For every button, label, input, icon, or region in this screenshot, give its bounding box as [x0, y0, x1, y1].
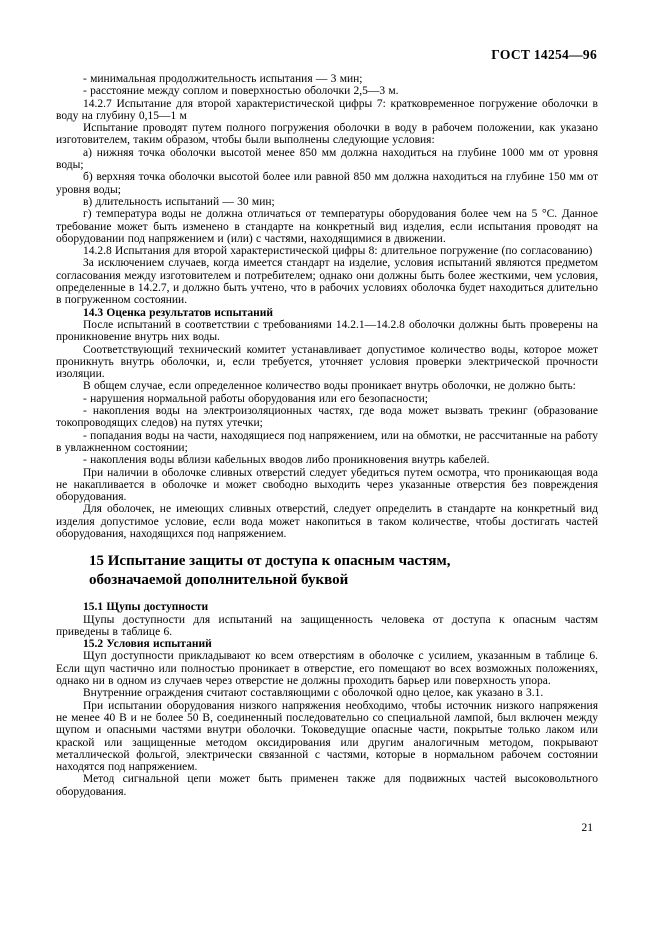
- paragraph: б) верхняя точка оболочки высотой более или равной 850 мм должна находиться на глубине 150 мм от уровня воды;: [56, 171, 598, 196]
- paragraph: а) нижняя точка оболочки высотой менее 850 мм должна находиться на глубине 1000 мм от уровня воды;: [56, 146, 598, 172]
- paragraph: При наличии в оболочке сливных отверстий следует убедиться путем осмотра, что проникающая вода не накапливается в оболочке и может свободно выходить через указанные отверстия без повреждения оборудования.: [56, 466, 598, 504]
- paragraph: Для оболочек, не имеющих сливных отверстий, следует определить в стандарте на конкретный вид изделия допустимое условие, если вода может накопиться в таком количестве, чтобы достигать частей оборудования, находящихся под напряжением.: [56, 503, 598, 540]
- paragraph: За исключением случаев, когда имеется стандарт на изделие, условия испытаний являются предметом согласования между изготовителем и потребителем; однако они должны быть более жесткими, чем условия, определенные в 14.2.7, и должно быть учтено, что в рабочих условиях оболочка будет находиться длительно в погруженном состоянии.: [56, 257, 598, 307]
- paragraph: 14.2.7 Испытание для второй характеристической цифры 7: кратковременное погружение оболочки в воду на глубину 0,15—1 м: [56, 97, 598, 122]
- section-heading: 15 Испытание защиты от доступа к опасным частям, обозначаемой дополнительной буквой: [89, 553, 451, 589]
- paragraph: При испытании оборудования низкого напряжения необходимо, чтобы источник низкого напряжения не менее 40 В и не более 50 В, соединенный последовательно со специальной лампой, был включен между щупом и опасными частями внутри оболочки. Токоведущие опасные части, покрытые только лаком или краской или защищенные методом оксидирования или другим аналогичным методом, покрывают металлической фольгой, электрически связанной с частями, которые в нормальном рабочем состоянии находятся под напряжением.: [56, 699, 598, 774]
- paragraph: Испытание проводят путем полного погружения оболочки в воду в рабочем положении, как указано изготовителем, таким образом, чтобы были выполнены следующие условия:: [56, 122, 598, 147]
- subsection-heading: 14.3 Оценка результатов испытаний: [83, 306, 274, 319]
- paragraph: 14.2.8 Испытания для второй характеристической цифры 8: длительное погружение (по согласованию): [83, 245, 593, 258]
- paragraph: В общем случае, если определенное количество воды проникает внутрь оболочки, не должно быть:: [83, 380, 576, 393]
- subsection-heading: 15.1 Щупы доступности: [83, 601, 209, 614]
- paragraph: - нарушения нормальной работы оборудования или его безопасности;: [83, 392, 428, 405]
- paragraph: - минимальная продолжительность испытания — 3 мин;: [83, 73, 363, 85]
- paragraph: После испытаний в соответствии с требованиями 14.2.1—14.2.8 оболочки должны быть проверены на проникновение внутрь них воды.: [56, 318, 598, 344]
- paragraph: Метод сигнальной цепи может быть применен также для подвижных частей высоковольтного оборудования.: [56, 773, 598, 798]
- document-body: [56, 73, 598, 798]
- paragraph: Щупы доступности для испытаний на защищенность человека от доступа к опасным частям приведены в таблице 6.: [56, 613, 598, 638]
- paragraph: Соответствующий технический комитет устанавливает допустимое количество воды, которое может проникнуть внутрь оболочки, и, если требуется, уточняет условия проверки электрической прочности изоляции.: [56, 343, 598, 381]
- paragraph: в) длительность испытаний — 30 мин;: [83, 195, 275, 208]
- paragraph: г) температура воды не должна отличаться от температуры оборудования более чем на 5 °С. Данное требование может быть изменено в стандарте на конкретный вид изделия, если испытания проводят на оборудовании под напряжением и (или) с частями, находящимися в движении.: [56, 208, 598, 245]
- document-header: ГОСТ 14254—96: [491, 47, 597, 62]
- paragraph: - расстояние между соплом и поверхностью оболочки 2,5—3 м.: [83, 85, 399, 98]
- paragraph: - попадания воды на части, находящиеся под напряжением, или на обмотки, не рассчитанные на работу в увлажненном состоянии;: [56, 429, 598, 454]
- page-number: 21: [581, 822, 593, 834]
- paragraph: - накопления воды вблизи кабельных вводов либо проникновения внутрь кабелей.: [83, 454, 490, 467]
- paragraph: Внутренние ограждения считают составляющими с оболочкой одно целое, как указано в 3.1.: [83, 687, 544, 700]
- paragraph: Щуп доступности прикладывают ко всем отверстиям в оболочке с усилием, указанным в таблице 6. Если щуп частично или полностью проникает в отверстие, его помещают во всех возможных положениях, однако ни в одном из случаев через отверстие не должны проходить барьер или поверхность упора.: [56, 650, 598, 688]
- subsection-heading: 15.2 Условия испытаний: [83, 638, 212, 651]
- paragraph: - накопления воды на электроизоляционных частях, где вода может вызвать трекинг (образование токопроводящих следов) на путях утечки;: [56, 405, 598, 430]
